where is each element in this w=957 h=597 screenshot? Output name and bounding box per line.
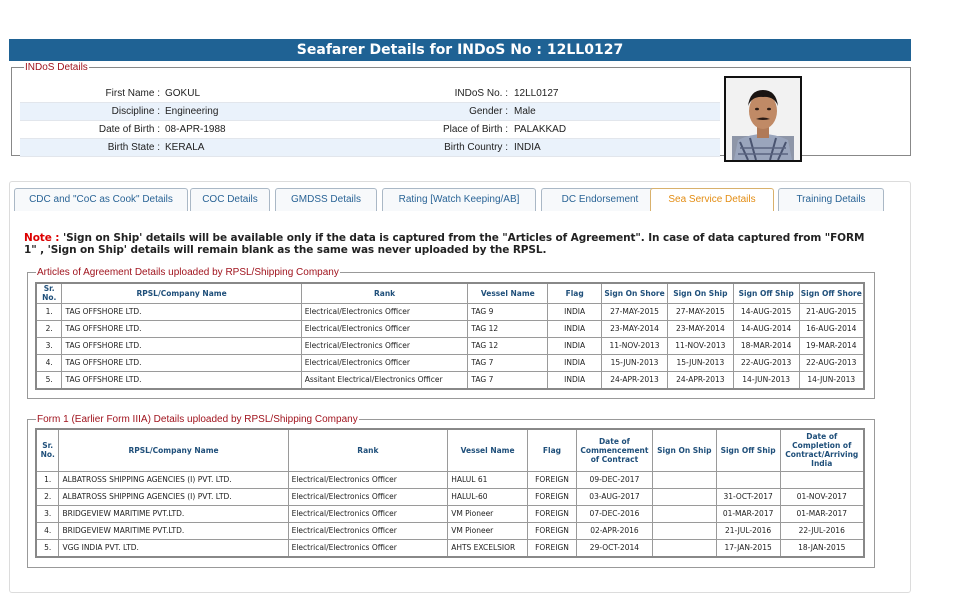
column-header: Sign On Ship	[652, 429, 716, 471]
table-cell: FOREIGN	[528, 539, 577, 557]
tab-cdc-coc-cook[interactable]: CDC and "CoC as Cook" Details	[14, 188, 188, 211]
table-cell: Electrical/Electronics Officer	[301, 303, 468, 320]
table-cell: 18-JAN-2015	[780, 539, 864, 557]
table-cell	[652, 488, 716, 505]
birth-country-label: Birth Country :	[444, 142, 508, 153]
column-header: Vessel Name	[468, 283, 548, 303]
table-cell: TAG 12	[468, 337, 548, 354]
column-header: Date of Completion of Contract/Arriving India	[780, 429, 864, 471]
discipline-label: Discipline :	[111, 106, 160, 117]
table-cell: 15-JUN-2013	[602, 354, 668, 371]
table-cell: AHTS EXCELSIOR	[448, 539, 528, 557]
form1-table	[35, 428, 865, 558]
table-cell: Assitant Electrical/Electronics Officer	[301, 371, 468, 389]
table-cell: TAG 9	[468, 303, 548, 320]
table-cell: 03-AUG-2017	[576, 488, 652, 505]
table-cell: 15-JUN-2013	[667, 354, 733, 371]
table-cell: 18-MAR-2014	[733, 337, 799, 354]
table-cell: 27-MAY-2015	[602, 303, 668, 320]
column-header: RPSL/Company Name	[62, 283, 301, 303]
table-cell: INDIA	[548, 303, 602, 320]
column-header: Flag	[528, 429, 577, 471]
table-cell: VM Pioneer	[448, 505, 528, 522]
table-cell: INDIA	[548, 371, 602, 389]
table-cell: Electrical/Electronics Officer	[288, 522, 448, 539]
table-cell: 1.	[36, 303, 62, 320]
table-cell: 14-JUN-2013	[733, 371, 799, 389]
table-cell: 24-APR-2013	[602, 371, 668, 389]
table-cell: FOREIGN	[528, 471, 577, 488]
table-cell: 19-MAR-2014	[799, 337, 864, 354]
table-cell: Electrical/Electronics Officer	[288, 471, 448, 488]
table-cell: 24-APR-2013	[667, 371, 733, 389]
table-cell: BRIDGEVIEW MARITIME PVT.LTD.	[59, 505, 288, 522]
column-header: Sr. No.	[36, 283, 62, 303]
tab-rating-watch-keeping[interactable]: Rating [Watch Keeping/AB]	[382, 188, 536, 211]
tab-training[interactable]: Training Details	[778, 188, 884, 211]
note-text: 'Sign on Ship' details will be available only if the data is captured from the "Articles of Agreement". In case of data captured from "FORM 1" , 'Sign on Ship' details will remain blank as the same was never uploaded by the RPSL.	[24, 232, 865, 256]
table-cell: 5.	[36, 371, 62, 389]
tab-dc-endorsement[interactable]: DC Endorsement	[541, 188, 659, 211]
column-header: Rank	[301, 283, 468, 303]
table-row	[36, 320, 864, 337]
table-cell: 3.	[36, 337, 62, 354]
header-row	[36, 283, 864, 303]
table-cell: 16-AUG-2014	[799, 320, 864, 337]
table-cell: 14-AUG-2014	[733, 320, 799, 337]
table-row	[36, 539, 864, 557]
sign-on-note	[24, 232, 879, 256]
table-cell: INDIA	[548, 320, 602, 337]
articles-legend: Articles of Agreement Details uploaded by RPSL/Shipping Company	[37, 267, 339, 278]
header-row	[36, 429, 864, 471]
column-header: Sr. No.	[36, 429, 59, 471]
birth-country-value: INDIA	[514, 142, 541, 153]
table-cell: 29-OCT-2014	[576, 539, 652, 557]
table-cell: 3.	[36, 505, 59, 522]
table-cell	[780, 471, 864, 488]
table-cell: 4.	[36, 354, 62, 371]
table-cell: Electrical/Electronics Officer	[288, 539, 448, 557]
column-header: Sign Off Ship	[733, 283, 799, 303]
table-cell	[652, 522, 716, 539]
table-cell: 01-NOV-2017	[780, 488, 864, 505]
table-cell: INDIA	[548, 337, 602, 354]
table-cell: 4.	[36, 522, 59, 539]
table-cell: Electrical/Electronics Officer	[288, 505, 448, 522]
dob-value: 08-APR-1988	[165, 124, 226, 135]
articles-table	[35, 282, 865, 390]
table-row	[36, 505, 864, 522]
indos-row	[20, 103, 720, 121]
table-cell: HALUL 61	[448, 471, 528, 488]
table-cell: VGG INDIA PVT. LTD.	[59, 539, 288, 557]
table-cell: 09-DEC-2017	[576, 471, 652, 488]
table-cell: 31-OCT-2017	[716, 488, 780, 505]
table-cell: 01-MAR-2017	[716, 505, 780, 522]
table-cell: TAG 7	[468, 371, 548, 389]
table-cell: HALUL-60	[448, 488, 528, 505]
table-cell: 14-JUN-2013	[799, 371, 864, 389]
table-cell: Electrical/Electronics Officer	[301, 320, 468, 337]
note-prefix: Note :	[24, 232, 63, 244]
gender-value: Male	[514, 106, 536, 117]
table-cell: TAG OFFSHORE LTD.	[62, 303, 301, 320]
column-header: Sign Off Ship	[716, 429, 780, 471]
table-cell: FOREIGN	[528, 505, 577, 522]
table-cell: 21-JUL-2016	[716, 522, 780, 539]
table-cell: 17-JAN-2015	[716, 539, 780, 557]
table-cell: 02-APR-2016	[576, 522, 652, 539]
indos-row	[20, 121, 720, 139]
table-cell: 2.	[36, 488, 59, 505]
table-cell: TAG 12	[468, 320, 548, 337]
column-header: Vessel Name	[448, 429, 528, 471]
table-cell: TAG OFFSHORE LTD.	[62, 320, 301, 337]
column-header: RPSL/Company Name	[59, 429, 288, 471]
table-cell: INDIA	[548, 354, 602, 371]
table-row	[36, 354, 864, 371]
table-cell: VM Pioneer	[448, 522, 528, 539]
indos-row	[20, 85, 720, 103]
table-cell	[716, 471, 780, 488]
table-row	[36, 337, 864, 354]
place-of-birth-label: Place of Birth :	[442, 124, 508, 135]
table-cell: 01-MAR-2017	[780, 505, 864, 522]
table-cell: TAG OFFSHORE LTD.	[62, 337, 301, 354]
table-cell: 1.	[36, 471, 59, 488]
tab-gmdss[interactable]: GMDSS Details	[275, 188, 377, 211]
table-cell: 27-MAY-2015	[667, 303, 733, 320]
column-header: Date of Commencement of Contract	[576, 429, 652, 471]
table-cell	[652, 505, 716, 522]
first-name-value: GOKUL	[165, 88, 201, 99]
column-header: Sign Off Shore	[799, 283, 864, 303]
table-cell: 14-AUG-2015	[733, 303, 799, 320]
table-cell: 11-NOV-2013	[602, 337, 668, 354]
seafarer-photo	[724, 76, 802, 162]
table-cell: FOREIGN	[528, 488, 577, 505]
table-cell: 23-MAY-2014	[667, 320, 733, 337]
tab-coc[interactable]: COC Details	[190, 188, 270, 211]
table-cell: 22-AUG-2013	[733, 354, 799, 371]
table-cell: 5.	[36, 539, 59, 557]
gender-label: Gender :	[469, 106, 508, 117]
indos-details-legend: INDoS Details	[25, 62, 88, 73]
table-row	[36, 471, 864, 488]
table-row	[36, 371, 864, 389]
form1-legend: Form 1 (Earlier Form IIIA) Details uploaded by RPSL/Shipping Company	[37, 414, 358, 425]
table-cell: FOREIGN	[528, 522, 577, 539]
table-cell: Electrical/Electronics Officer	[301, 337, 468, 354]
table-cell	[652, 471, 716, 488]
indos-no-label: INDoS No. :	[454, 88, 508, 99]
discipline-value: Engineering	[165, 106, 219, 117]
table-cell: 2.	[36, 320, 62, 337]
indos-row	[20, 139, 720, 157]
table-cell: 22-JUL-2016	[780, 522, 864, 539]
column-header: Flag	[548, 283, 602, 303]
table-cell: BRIDGEVIEW MARITIME PVT.LTD.	[59, 522, 288, 539]
table-cell: TAG 7	[468, 354, 548, 371]
table-cell	[652, 539, 716, 557]
indos-no-value: 12LL0127	[514, 88, 559, 99]
table-cell: TAG OFFSHORE LTD.	[62, 354, 301, 371]
table-cell: TAG OFFSHORE LTD.	[62, 371, 301, 389]
table-row	[36, 303, 864, 320]
table-cell: 07-DEC-2016	[576, 505, 652, 522]
table-cell: Electrical/Electronics Officer	[301, 354, 468, 371]
column-header: Rank	[288, 429, 448, 471]
table-cell: Electrical/Electronics Officer	[288, 488, 448, 505]
column-header: Sign On Ship	[667, 283, 733, 303]
person-photo-icon	[726, 78, 800, 160]
birth-state-value: KERALA	[165, 142, 205, 153]
table-row	[36, 488, 864, 505]
page-title: Seafarer Details for INDoS No : 12LL0127	[9, 39, 911, 61]
table-row	[36, 522, 864, 539]
table-cell: 23-MAY-2014	[602, 320, 668, 337]
dob-label: Date of Birth :	[98, 124, 160, 135]
table-cell: 22-AUG-2013	[799, 354, 864, 371]
first-name-label: First Name :	[105, 88, 160, 99]
tab-sea-service[interactable]: Sea Service Details	[650, 188, 774, 211]
table-cell: ALBATROSS SHIPPING AGENCIES (I) PVT. LTD.	[59, 471, 288, 488]
table-cell: 21-AUG-2015	[799, 303, 864, 320]
table-cell: 11-NOV-2013	[667, 337, 733, 354]
place-of-birth-value: PALAKKAD	[514, 124, 567, 135]
birth-state-label: Birth State :	[107, 142, 160, 153]
column-header: Sign On Shore	[602, 283, 668, 303]
table-cell: ALBATROSS SHIPPING AGENCIES (I) PVT. LTD.	[59, 488, 288, 505]
